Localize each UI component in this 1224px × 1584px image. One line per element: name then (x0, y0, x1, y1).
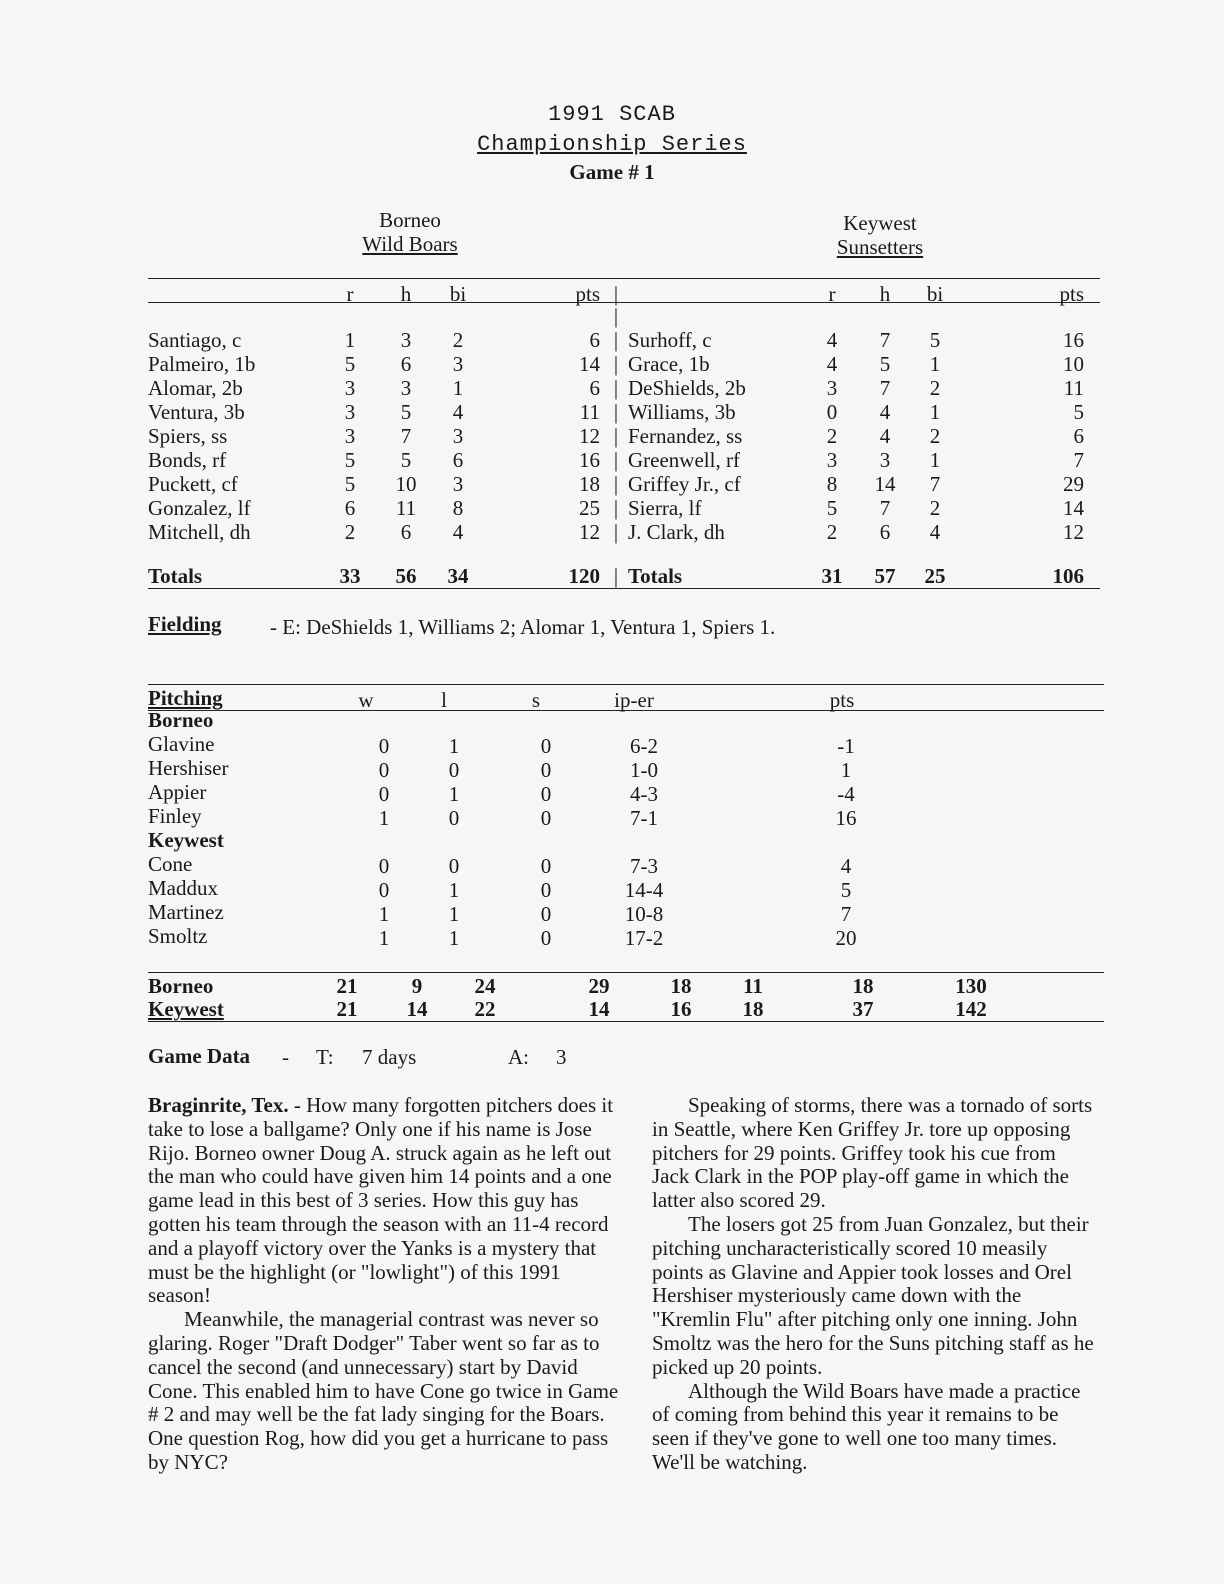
team-right-name: Sunsetters (836, 235, 924, 259)
pitcher-s: 0 (540, 734, 552, 758)
pitcher-l: 0 (448, 806, 460, 830)
divider-pipe: | (613, 400, 619, 424)
batter-h: 3 (400, 376, 412, 400)
fielding-text: - E: DeShields 1, Williams 2; Alomar 1, Ventura 1, Spiers 1. (270, 615, 776, 639)
game-number: Game # 1 (569, 160, 655, 184)
batter-r: 5 (344, 352, 356, 376)
batter-h: 7 (879, 328, 891, 352)
batter-r: 2 (826, 424, 838, 448)
batter-bi: 3 (452, 424, 464, 448)
pitcher-s: 0 (540, 854, 552, 878)
batter-pts: 10 (1063, 352, 1084, 376)
batter-name: DeShields, 2b (628, 376, 746, 400)
pitcher-s: 0 (540, 806, 552, 830)
batter-h: 3 (879, 448, 891, 472)
batter-r: 3 (344, 424, 356, 448)
batter-h: 7 (400, 424, 412, 448)
batter-h: 6 (400, 352, 412, 376)
pitcher-name: Appier (148, 780, 207, 804)
divider-pipe: | (613, 352, 619, 376)
summary-top-rule (148, 972, 1104, 973)
batter-h: 14 (874, 472, 896, 496)
batter-name: Grace, 1b (628, 352, 710, 376)
divider-pipe: | (613, 304, 619, 328)
pitcher-iper: 4-3 (630, 782, 658, 806)
pitching-label: Pitching (148, 686, 223, 710)
game-data-a-value: 3 (556, 1045, 567, 1069)
batter-h: 7 (879, 496, 891, 520)
batter-pts: 12 (1063, 520, 1084, 544)
batting-totals-rule (148, 588, 1100, 589)
pitcher-w: 1 (378, 806, 390, 830)
article-right-p2: The losers got 25 from Juan Gonzalez, but their pitching uncharacteristically scored 10 measily points as Glavine and Appier took losses and Orel Hershiser mysteriously came down with the "Kremlin Flu" after pitching only one inning. John Smoltz was the hero for the Suns pitching staff as he picked up 20 points. (652, 1211, 1094, 1379)
totals-left-r: 33 (339, 564, 361, 588)
title-line-2: Championship Series (477, 132, 747, 157)
batter-r: 2 (344, 520, 356, 544)
team-right-city: Keywest (843, 211, 917, 235)
pitcher-iper: 7-1 (630, 806, 658, 830)
pitcher-pts: -4 (837, 782, 855, 806)
batter-h: 6 (879, 520, 891, 544)
summary-value: 11 (743, 974, 763, 998)
pitcher-name: Finley (148, 804, 202, 828)
pitcher-name: Hershiser (148, 756, 229, 780)
game-data-t-label: T: (316, 1045, 334, 1069)
totals-right-label: Totals (628, 564, 683, 588)
batter-pts: 5 (1073, 400, 1084, 424)
totals-right-bi: 25 (924, 564, 946, 588)
hdr-pitch-s: s (531, 688, 541, 712)
summary-value: 142 (955, 997, 987, 1021)
summary-value: 22 (474, 997, 496, 1021)
pitcher-l: 0 (448, 758, 460, 782)
batter-pts: 11 (1063, 376, 1084, 400)
pitcher-l: 1 (448, 734, 460, 758)
batter-h: 5 (879, 352, 891, 376)
game-data-t-value: 7 days (362, 1045, 417, 1069)
game-data-a-label: A: (508, 1045, 529, 1069)
batter-pts: 7 (1073, 448, 1084, 472)
totals-left-pts: 120 (568, 564, 600, 588)
batter-pts: 12 (579, 520, 600, 544)
summary-value: 18 (670, 974, 692, 998)
batter-name: Surhoff, c (628, 328, 712, 352)
batter-pts: 6 (589, 376, 600, 400)
batter-r: 8 (826, 472, 838, 496)
batter-r: 3 (344, 376, 356, 400)
hdr-right-bi: bi (926, 282, 944, 306)
pitcher-iper: 6-2 (630, 734, 658, 758)
batter-h: 11 (395, 496, 417, 520)
batting-header-rule (148, 302, 1100, 303)
pitcher-l: 1 (448, 926, 460, 950)
pitching-top-rule (148, 684, 1104, 685)
divider-pipe: | (613, 282, 619, 306)
pitcher-l: 1 (448, 782, 460, 806)
game-data-label: Game Data (148, 1044, 251, 1068)
batter-bi: 1 (929, 448, 941, 472)
batter-r: 3 (826, 448, 838, 472)
article-right-p1: Speaking of storms, there was a tornado of sorts in Seattle, where Ken Griffey Jr. tore up opposing pitchers for 29 points. Griffey took his cue from Jack Clark in the POP play-off game in which the latter also scored 29. (652, 1093, 1093, 1213)
summary-team-label: Borneo (148, 974, 214, 998)
divider-pipe: | (613, 564, 619, 588)
hdr-right-h: h (879, 282, 891, 306)
batter-bi: 8 (452, 496, 464, 520)
article-dateline: Braginrite, Tex. (148, 1093, 289, 1117)
batter-bi: 2 (452, 328, 464, 352)
batter-name: Bonds, rf (148, 448, 227, 472)
summary-value: 18 (742, 997, 764, 1021)
batter-pts: 6 (589, 328, 600, 352)
pitcher-w: 0 (378, 782, 390, 806)
pitcher-iper: 10-8 (624, 902, 664, 926)
divider-pipe: | (613, 328, 619, 352)
pitcher-l: 0 (448, 854, 460, 878)
pitcher-name: Maddux (148, 876, 218, 900)
hdr-pitch-l: l (441, 688, 447, 712)
divider-pipe: | (613, 448, 619, 472)
hdr-pitch-pts: pts (829, 688, 855, 712)
game-data-dash: - (282, 1045, 289, 1069)
divider-pipe: | (613, 520, 619, 544)
batter-r: 1 (344, 328, 356, 352)
batter-name: Mitchell, dh (148, 520, 251, 544)
pitcher-pts: -1 (837, 734, 855, 758)
divider-pipe: | (613, 472, 619, 496)
batter-bi: 5 (929, 328, 941, 352)
title-line-1: 1991 SCAB (548, 102, 676, 127)
pitcher-pts: 5 (840, 878, 852, 902)
batter-r: 5 (344, 448, 356, 472)
summary-value: 24 (474, 974, 496, 998)
hdr-right-r: r (828, 282, 836, 306)
pitcher-w: 0 (378, 734, 390, 758)
fielding-label: Fielding (148, 612, 222, 636)
summary-value: 9 (411, 974, 423, 998)
batter-pts: 18 (579, 472, 600, 496)
totals-right-h: 57 (874, 564, 896, 588)
article-right-column (652, 1094, 1096, 1475)
batter-r: 4 (826, 352, 838, 376)
hdr-left-r: r (346, 282, 354, 306)
pitcher-s: 0 (540, 758, 552, 782)
batter-h: 3 (400, 328, 412, 352)
hdr-right-pts: pts (1059, 282, 1084, 306)
pitcher-s: 0 (540, 878, 552, 902)
totals-left-label: Totals (148, 564, 203, 588)
batter-name: Puckett, cf (148, 472, 238, 496)
batter-h: 10 (395, 472, 417, 496)
pitcher-name: Glavine (148, 732, 215, 756)
batter-bi: 4 (452, 400, 464, 424)
article-left-p1: - How many forgotten pitchers does it take to lose a ballgame? Only one if his name is Jose Rijo. Borneo owner Doug A. struck again as he left out the man who could have given him 14 points and a one game lead in this best of 3 series. How this guy has gotten his team through the season with an 11-4 record and a playoff victory over the Yanks is a mystery that must be the highlight (or "lowlight") of this 1991 season! (148, 1093, 614, 1308)
summary-value: 16 (670, 997, 692, 1021)
article-left-p2: Meanwhile, the managerial contrast was never so glaring. Roger "Draft Dodger" Taber went so far as to cancel the second (and unnecessary) start by David Cone. This enabled him to have Cone go twice in Game # 2 and may well be the fat lady singing for the Boars. One question Rog, how did you get a hurricane to pass by NYC? (148, 1307, 619, 1474)
pitcher-pts: 16 (835, 806, 857, 830)
pitcher-iper: 1-0 (630, 758, 658, 782)
summary-value: 21 (336, 997, 358, 1021)
hdr-left-h: h (400, 282, 412, 306)
pitcher-l: 1 (448, 902, 460, 926)
batter-h: 4 (879, 400, 891, 424)
hdr-left-bi: bi (449, 282, 467, 306)
batter-name: Gonzalez, lf (148, 496, 251, 520)
batter-name: Spiers, ss (148, 424, 228, 448)
pitching-team-label: Keywest (148, 828, 224, 852)
article-left-column (148, 1094, 628, 1475)
divider-pipe: | (613, 496, 619, 520)
totals-left-bi: 34 (447, 564, 469, 588)
batter-h: 5 (400, 448, 412, 472)
pitcher-w: 1 (378, 902, 390, 926)
team-left-name: Wild Boars (362, 232, 458, 256)
batter-name: Fernandez, ss (628, 424, 743, 448)
pitcher-iper: 7-3 (630, 854, 658, 878)
pitcher-w: 1 (378, 926, 390, 950)
pitcher-w: 0 (378, 854, 390, 878)
batter-name: Ventura, 3b (148, 400, 245, 424)
batting-top-rule (148, 278, 1100, 279)
batter-h: 4 (879, 424, 891, 448)
pitcher-name: Smoltz (148, 924, 208, 948)
pitcher-s: 0 (540, 926, 552, 950)
batter-name: Griffey Jr., cf (628, 472, 741, 496)
batter-h: 7 (879, 376, 891, 400)
batter-bi: 3 (452, 472, 464, 496)
batter-pts: 6 (1073, 424, 1084, 448)
hdr-pitch-iper: ip-er (614, 688, 654, 712)
batter-bi: 4 (929, 520, 941, 544)
pitcher-name: Cone (148, 852, 193, 876)
hdr-left-pts: pts (575, 282, 600, 306)
batter-bi: 4 (452, 520, 464, 544)
batter-pts: 25 (579, 496, 600, 520)
batter-bi: 1 (452, 376, 464, 400)
divider-pipe: | (613, 376, 619, 400)
batter-bi: 2 (929, 376, 941, 400)
batter-r: 3 (826, 376, 838, 400)
batter-r: 0 (826, 400, 838, 424)
pitcher-name: Martinez (148, 900, 224, 924)
totals-right-r: 31 (821, 564, 843, 588)
batter-pts: 11 (579, 400, 600, 424)
batter-h: 5 (400, 400, 412, 424)
batter-pts: 29 (1063, 472, 1084, 496)
pitcher-pts: 7 (840, 902, 852, 926)
batter-bi: 2 (929, 496, 941, 520)
batter-name: Sierra, lf (628, 496, 702, 520)
batter-name: Santiago, c (148, 328, 242, 352)
team-left-city: Borneo (379, 208, 441, 232)
batter-bi: 7 (929, 472, 941, 496)
pitching-team-label: Borneo (148, 708, 214, 732)
batter-bi: 3 (452, 352, 464, 376)
pitcher-w: 0 (378, 758, 390, 782)
batter-name: Williams, 3b (628, 400, 736, 424)
batter-bi: 1 (929, 352, 941, 376)
summary-team-label: Keywest (148, 997, 224, 1021)
pitcher-w: 0 (378, 878, 390, 902)
batter-bi: 1 (929, 400, 941, 424)
batter-bi: 6 (452, 448, 464, 472)
hdr-pitch-w: w (358, 688, 374, 712)
divider-pipe: | (613, 424, 619, 448)
pitcher-pts: 4 (840, 854, 852, 878)
batter-name: Greenwell, rf (628, 448, 740, 472)
pitcher-pts: 1 (840, 758, 852, 782)
article-right-p3: Although the Wild Boars have made a practice of coming from behind this year it remains to be seen if they've gone to well one too many times. We'll be watching. (652, 1378, 1081, 1474)
totals-right-pts: 106 (1052, 564, 1084, 588)
batter-pts: 16 (1063, 328, 1084, 352)
batter-name: J. Clark, dh (628, 520, 725, 544)
pitcher-iper: 14-4 (624, 878, 664, 902)
batter-pts: 14 (579, 352, 600, 376)
batter-h: 6 (400, 520, 412, 544)
totals-left-h: 56 (395, 564, 417, 588)
batter-r: 5 (826, 496, 838, 520)
batter-r: 3 (344, 400, 356, 424)
pitcher-l: 1 (448, 878, 460, 902)
summary-value: 29 (588, 974, 610, 998)
summary-value: 130 (955, 974, 987, 998)
batter-pts: 16 (579, 448, 600, 472)
pitcher-pts: 20 (835, 926, 857, 950)
batter-name: Alomar, 2b (148, 376, 243, 400)
summary-value: 14 (406, 997, 428, 1021)
batter-name: Palmeiro, 1b (148, 352, 256, 376)
summary-value: 37 (852, 997, 874, 1021)
batter-r: 6 (344, 496, 356, 520)
batter-pts: 12 (579, 424, 600, 448)
pitcher-s: 0 (540, 782, 552, 806)
pitcher-iper: 17-2 (624, 926, 664, 950)
batter-r: 4 (826, 328, 838, 352)
batter-r: 2 (826, 520, 838, 544)
pitcher-s: 0 (540, 902, 552, 926)
summary-value: 21 (336, 974, 358, 998)
summary-value: 14 (588, 997, 610, 1021)
batter-bi: 2 (929, 424, 941, 448)
summary-value: 18 (852, 974, 874, 998)
batter-r: 5 (344, 472, 356, 496)
batter-pts: 14 (1063, 496, 1084, 520)
